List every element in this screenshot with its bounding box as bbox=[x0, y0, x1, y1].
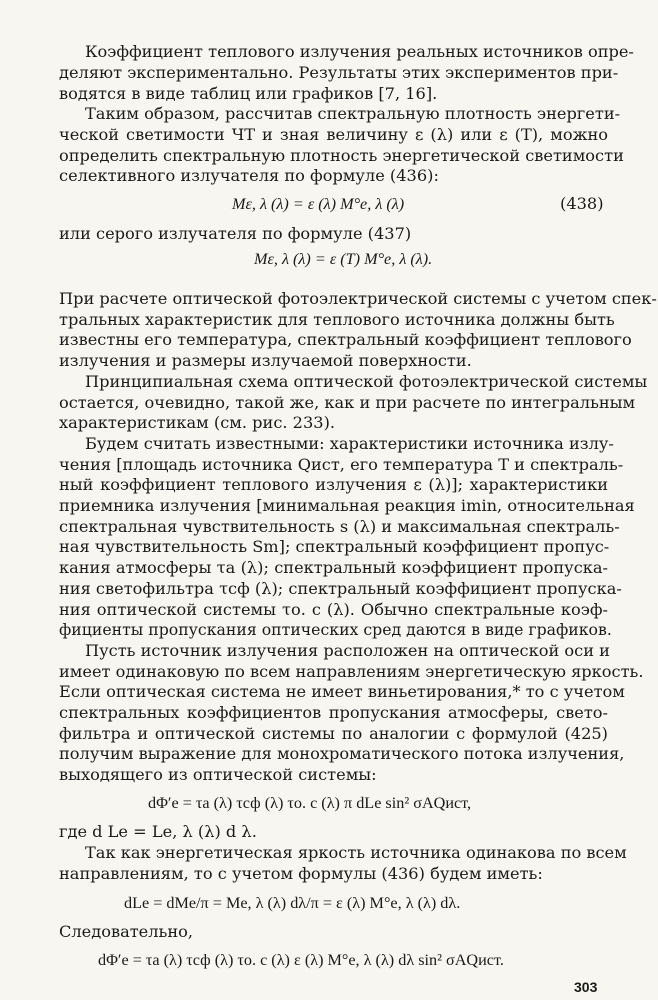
p7-line-1: Пусть источник излучения расположен на оптической оси и bbox=[85, 641, 610, 660]
p3-line-1: или серого излучателя по формуле (437) bbox=[59, 224, 412, 243]
p9-line-1: Так как энергетическая яркость источника одинакова по всем bbox=[85, 843, 627, 862]
p1-line-3: водятся в виде таблиц или графиков [7, 16]. bbox=[59, 84, 438, 103]
p2-line-2: ческой светимости ЧТ и зная величину ε (λ) или ε (T), можно bbox=[59, 125, 608, 144]
equation-438: Mε, λ (λ) = ε (λ) M°e, λ (λ) bbox=[232, 195, 405, 213]
p6-line-7: кания атмосферы τа (λ); спектральный коэффициент пропуска- bbox=[59, 558, 608, 577]
p6-line-1: Будем считать известными: характеристики источника излу- bbox=[85, 434, 614, 453]
p8-line-1: где d Le = Le, λ (λ) d λ. bbox=[59, 822, 257, 841]
equation-gray-body: Mε, λ (λ) = ε (T) M°e, λ (λ). bbox=[254, 250, 433, 268]
p6-line-2: чения [площадь источника Qист, его температура T и спектраль- bbox=[59, 455, 624, 474]
p6-line-9: ния оптической системы τо. с (λ). Обычно спектральные коэф- bbox=[59, 600, 608, 619]
equation-radiance: dLe = dMe/π = Me, λ (λ) dλ/π = ε (λ) M°e, λ (λ) dλ. bbox=[124, 894, 461, 912]
p9-line-2: направлениям, то с учетом формулы (436) будем иметь: bbox=[59, 864, 543, 883]
p5-line-3: характеристикам (см. рис. 233). bbox=[59, 413, 336, 432]
page-number: 303 bbox=[574, 979, 598, 995]
p7-line-7: выходящего из оптической системы: bbox=[59, 765, 377, 784]
p4-line-2: тральных характеристик для теплового источника должны быть bbox=[59, 310, 615, 329]
p4-line-3: известны его температура, спектральный коэффициент теплового bbox=[59, 330, 632, 349]
p1-line-2: деляют экспериментально. Результаты этих экспериментов при- bbox=[59, 63, 619, 82]
p2-line-1: Таким образом, рассчитав спектральную плотность энергети- bbox=[85, 104, 621, 123]
p6-line-8: ния светофильтра τсф (λ); спектральный коэффициент пропуска- bbox=[59, 579, 622, 598]
equation-flux: dΦ′e = τа (λ) τсф (λ) τо. с (λ) π dLe sin² σAQист, bbox=[148, 794, 472, 812]
p5-line-2: остается, очевидно, такой же, как и при расчете по интегральным bbox=[59, 393, 636, 412]
equation-438-number: (438) bbox=[560, 194, 604, 213]
p6-line-5: спектральная чувствительность s (λ) и максимальная спектраль- bbox=[59, 517, 620, 536]
p7-line-5: фильтра и оптической системы по аналогии с формулой (425) bbox=[59, 724, 608, 743]
p1-line-1: Коэффициент теплового излучения реальных источников опре- bbox=[85, 42, 634, 61]
p6-line-4: приемника излучения [минимальная реакция imin, относительная bbox=[59, 496, 635, 515]
p2-line-3: определить спектральную плотность энергетической светимости bbox=[59, 146, 624, 165]
p6-line-6: ная чувствительность Sm]; спектральный коэффициент пропус- bbox=[59, 537, 610, 556]
p10-line-1: Следовательно, bbox=[59, 922, 194, 941]
p7-line-2: имеет одинаковую по всем направлениям энергетическую яркость. bbox=[59, 662, 644, 681]
p7-line-6: получим выражение для монохроматического потока излучения, bbox=[59, 744, 625, 763]
p6-line-3: ный коэффициент теплового излучения ε (λ)]; характеристики bbox=[59, 475, 608, 494]
p2-line-4: селективного излучателя по формуле (436): bbox=[59, 166, 439, 185]
p7-line-3: Если оптическая система не имеет виньетирования,* то с учетом bbox=[59, 682, 625, 701]
equation-final: dΦ′e = τа (λ) τсф (λ) τо. с (λ) ε (λ) M°e, λ (λ) dλ sin² σAQист. bbox=[98, 951, 504, 969]
p5-line-1: Принципиальная схема оптической фотоэлектрической системы bbox=[85, 372, 648, 391]
p6-line-10: фициенты пропускания оптических сред даются в виде графиков. bbox=[59, 620, 612, 639]
p7-line-4: спектральных коэффициентов пропускания атмосферы, свето- bbox=[59, 703, 608, 722]
p4-line-1: При расчете оптической фотоэлектрической системы с учетом спек- bbox=[59, 289, 657, 308]
p4-line-4: излучения и размеры излучаемой поверхности. bbox=[59, 351, 472, 370]
